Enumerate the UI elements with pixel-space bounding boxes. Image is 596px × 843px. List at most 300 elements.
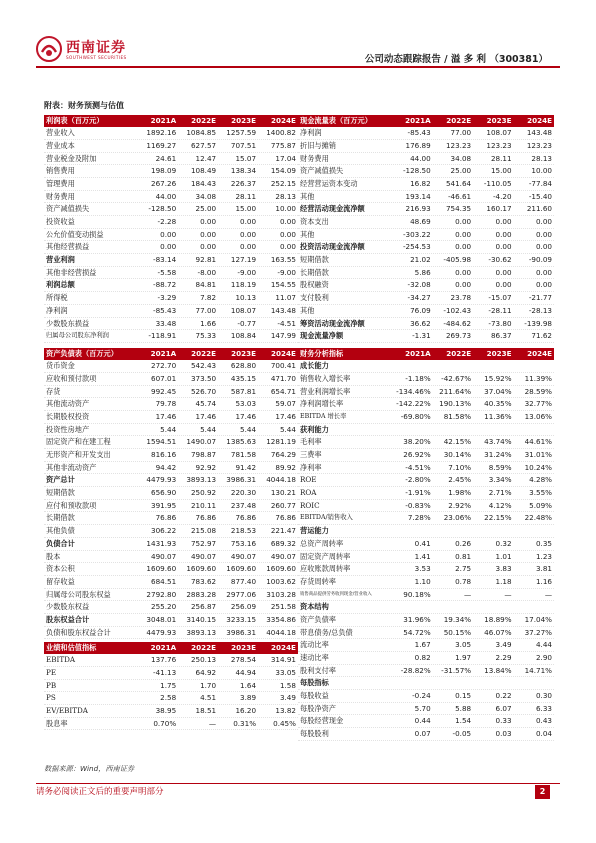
row-value: 754.35 xyxy=(445,204,472,214)
row-value: 13.84% xyxy=(484,665,512,675)
row-value: 76.86 xyxy=(235,513,257,523)
row-value: 15.00 xyxy=(235,204,257,214)
row-value: 490.07 xyxy=(230,551,257,561)
row-value: 15.00 xyxy=(490,166,512,176)
row-value: 3233.15 xyxy=(226,614,257,624)
row-label: 股东权益合计 xyxy=(46,614,90,624)
row-value: -134.46% xyxy=(396,386,431,396)
row-value: 1892.16 xyxy=(146,128,177,138)
row-value: 16.20 xyxy=(235,705,257,715)
table-row xyxy=(44,178,298,191)
row-value: 0.00 xyxy=(495,217,512,226)
row-value: 541.64 xyxy=(445,178,472,188)
row-label: 管理费用 xyxy=(46,178,75,188)
row-label: 其他非流动资产 xyxy=(46,462,97,472)
row-value: -69.80% xyxy=(400,411,431,421)
row-value: 75.33 xyxy=(195,331,217,341)
row-value: -90.09 xyxy=(528,255,552,265)
row-value: 2.71% xyxy=(488,488,512,498)
row-value: 255.20 xyxy=(151,602,177,612)
table-row xyxy=(298,639,554,652)
row-value: 123.23 xyxy=(486,140,512,150)
logo-text-en: SOUTHWEST SECURITIES xyxy=(66,55,127,60)
table-row xyxy=(44,576,298,589)
table-row xyxy=(44,127,298,140)
table-row xyxy=(298,279,554,292)
row-value: 3.34% xyxy=(488,475,512,485)
row-value: 190.13% xyxy=(439,399,472,409)
row-label: 公允价值变动损益 xyxy=(46,229,104,239)
row-label: 净利润 xyxy=(46,305,68,315)
row-value: 0.00 xyxy=(535,217,552,226)
row-value: 11.07 xyxy=(275,293,296,303)
row-value: 1.10 xyxy=(414,576,431,586)
year-header: 2024E xyxy=(271,349,296,358)
table-row xyxy=(44,436,298,449)
row-value: 1.75 xyxy=(160,680,177,690)
row-value: 269.73 xyxy=(445,331,472,341)
row-label: 经营活动现金流净额 xyxy=(300,204,365,214)
row-value: 0.07 xyxy=(414,729,431,739)
row-value: 1003.62 xyxy=(266,576,296,586)
row-value: 4.28% xyxy=(529,475,552,485)
row-label: 财务费用 xyxy=(300,153,329,163)
row-label: 固定资产周转率 xyxy=(300,551,351,561)
table-row xyxy=(44,267,298,280)
row-value: 221.47 xyxy=(270,526,296,536)
row-value: 77.00 xyxy=(450,128,472,138)
row-value: 10.24% xyxy=(524,462,552,472)
row-value: 3.05 xyxy=(455,640,472,650)
footer-disclaimer: 请务必阅读正文后的重要声明部分 xyxy=(36,787,164,797)
table-title: 资产负债表（百万元） xyxy=(46,349,118,358)
row-value: -128.50 xyxy=(148,204,177,214)
row-value: 108.07 xyxy=(230,305,257,315)
row-label: 财务费用 xyxy=(46,191,75,201)
table-row xyxy=(44,411,298,424)
row-value: 4479.93 xyxy=(146,475,177,485)
row-value: 31.24% xyxy=(484,450,512,459)
row-value: 211.60 xyxy=(526,204,552,214)
row-value xyxy=(473,360,513,372)
row-value: 5.86 xyxy=(414,267,431,277)
row-value: — xyxy=(504,589,512,599)
row-value xyxy=(433,525,473,537)
row-value: 992.45 xyxy=(151,386,177,396)
row-value: 33.48 xyxy=(155,318,177,328)
row-value: 3.83 xyxy=(495,564,512,574)
row-value: 0.00 xyxy=(455,229,472,239)
table-row xyxy=(298,411,554,424)
row-label: 总资产周转率 xyxy=(300,538,344,548)
row-value: 33.05 xyxy=(275,667,296,677)
table-row xyxy=(298,589,554,602)
row-value: -28.11 xyxy=(488,305,512,315)
cashflow-statement-table xyxy=(298,115,554,343)
row-value: 86.37 xyxy=(490,331,512,341)
row-label: 归属母公司股东净利润 xyxy=(46,332,109,340)
row-value: 89.92 xyxy=(275,462,296,472)
table-row xyxy=(44,424,298,437)
row-label: 带息债务/总负债 xyxy=(300,627,353,637)
row-label: 经营营运资本变动 xyxy=(300,178,358,188)
row-value: 0.22 xyxy=(495,691,512,701)
row-value: 211.64% xyxy=(439,386,472,396)
row-value: 816.16 xyxy=(151,450,177,459)
row-label: 流动比率 xyxy=(300,640,329,650)
row-value: 54.72% xyxy=(403,627,431,637)
row-value: 306.22 xyxy=(151,526,177,536)
row-value: 0.44 xyxy=(414,716,431,726)
row-label: 投资收益 xyxy=(46,217,75,226)
row-value: 0.00 xyxy=(495,267,512,277)
row-value: 656.90 xyxy=(151,488,177,498)
row-value: 42.15% xyxy=(443,437,472,447)
row-value: 0.00 xyxy=(535,267,552,277)
row-value: -42.67% xyxy=(441,373,472,383)
row-value: -484.62 xyxy=(443,318,472,328)
year-header: 2024E xyxy=(527,116,552,125)
row-value: 3354.86 xyxy=(266,614,296,624)
row-value: 0.00 xyxy=(279,229,296,239)
row-label: 股利支付率 xyxy=(300,665,336,675)
row-value: 76.86 xyxy=(195,513,217,523)
table-row xyxy=(44,525,298,538)
table-row xyxy=(298,436,554,449)
table-row xyxy=(44,718,298,731)
row-value: -118.91 xyxy=(148,331,177,341)
row-value: 0.35 xyxy=(535,538,552,548)
row-value: 16.82 xyxy=(410,178,431,188)
row-value: 26.92% xyxy=(403,450,431,459)
row-value: 684.51 xyxy=(151,576,177,586)
year-header: 2021A xyxy=(405,116,431,125)
row-value: 17.46 xyxy=(275,411,296,421)
table-row xyxy=(298,241,554,254)
table-title: 财务分析指标 xyxy=(300,349,344,358)
row-label: EV/EBITDA xyxy=(46,705,88,715)
row-value: -32.08 xyxy=(407,280,431,290)
row-value: 0.00 xyxy=(200,217,217,226)
row-label: 其他非经营损益 xyxy=(46,267,97,277)
year-header: 2021A xyxy=(150,116,177,125)
row-value: — xyxy=(544,589,552,599)
row-label: 筹资活动现金流净额 xyxy=(300,318,365,328)
row-label: 每股收益 xyxy=(300,691,329,701)
row-value: 0.00 xyxy=(240,242,257,252)
table-row xyxy=(298,178,554,191)
row-value: 4044.18 xyxy=(266,627,296,637)
row-value: 81.58% xyxy=(443,411,472,421)
row-value: 0.00 xyxy=(455,280,472,290)
row-value: 19.34% xyxy=(443,614,472,624)
row-label: EBITDA xyxy=(46,655,76,665)
row-label: 每股指标 xyxy=(300,678,329,688)
row-value: -142.22% xyxy=(396,399,431,409)
row-value: 38.20% xyxy=(403,437,431,447)
row-value: 3048.01 xyxy=(146,614,177,624)
row-label: 营业利润 xyxy=(46,255,75,265)
table-row xyxy=(298,627,554,640)
row-value: 2977.06 xyxy=(226,589,257,599)
row-value: 1609.60 xyxy=(186,564,217,574)
row-value: 18.51 xyxy=(195,705,217,715)
row-value: 28.13 xyxy=(275,191,296,201)
table-row xyxy=(44,373,298,386)
table-row xyxy=(44,500,298,513)
row-label: 净利润 xyxy=(300,128,322,138)
table-row xyxy=(298,318,554,331)
row-value: 435.15 xyxy=(230,373,257,383)
row-label: 应收账款周转率 xyxy=(300,564,351,574)
row-value: 138.34 xyxy=(230,166,257,176)
row-label: ROIC xyxy=(300,500,320,510)
row-value: 2.90 xyxy=(535,653,552,662)
row-label: 其他 xyxy=(300,305,315,315)
row-value: 59.07 xyxy=(275,399,296,409)
row-value: 11.39% xyxy=(524,373,552,383)
row-value: 689.32 xyxy=(270,538,296,548)
table-row xyxy=(44,512,298,525)
row-value: 278.54 xyxy=(230,655,257,665)
table-row xyxy=(44,279,298,292)
row-value: 12.47 xyxy=(195,153,217,163)
row-value: -34.27 xyxy=(407,293,431,303)
report-title: 公司动态跟踪报告 / 溢 多 利 （300381） xyxy=(364,54,548,65)
row-value xyxy=(473,525,513,537)
row-value: 1.01 xyxy=(495,551,512,561)
row-value: 1257.59 xyxy=(226,128,257,138)
table-row xyxy=(44,462,298,475)
row-value: 25.00 xyxy=(450,166,472,176)
row-value xyxy=(392,525,432,537)
row-value: 10.00 xyxy=(275,204,296,214)
year-header: 2021A xyxy=(150,349,177,358)
row-value: 23.06% xyxy=(443,513,472,523)
row-label: 其他负债 xyxy=(46,526,75,536)
row-value: 1.23 xyxy=(535,551,552,561)
row-label: 获利能力 xyxy=(300,424,329,434)
row-value: -21.77 xyxy=(528,293,552,303)
table-row xyxy=(298,487,554,500)
row-value: 11.36% xyxy=(484,411,512,421)
table-row xyxy=(44,203,298,216)
row-value: 31.96% xyxy=(403,614,431,624)
row-value: -28.82% xyxy=(400,665,431,675)
row-value: 775.87 xyxy=(270,140,296,150)
row-value xyxy=(433,424,473,436)
row-label: 资本结构 xyxy=(300,602,329,612)
row-value: 0.00 xyxy=(535,242,552,252)
row-label: 投资活动现金流净额 xyxy=(300,242,365,252)
row-label: 每股经营现金 xyxy=(300,716,344,726)
table-row xyxy=(44,140,298,153)
table-row xyxy=(298,665,554,678)
row-label: 资本支出 xyxy=(300,217,329,226)
row-value: 163.55 xyxy=(270,255,296,265)
row-value: 216.93 xyxy=(405,204,431,214)
table-row xyxy=(44,692,298,705)
year-header: 2024E xyxy=(527,349,552,358)
table-row xyxy=(44,254,298,267)
row-label: 三费率 xyxy=(300,450,322,459)
table-header xyxy=(44,348,298,360)
year-header: 2022E xyxy=(191,643,217,652)
row-value: 627.57 xyxy=(190,140,217,150)
row-value: 1.67 xyxy=(414,640,431,650)
table-row xyxy=(44,563,298,576)
row-value: 0.43 xyxy=(535,716,552,726)
row-label: 少数股东权益 xyxy=(46,602,90,612)
row-label: 每股股利 xyxy=(300,729,329,739)
row-value: 3.53 xyxy=(414,564,431,574)
row-value: 0.00 xyxy=(279,242,296,252)
year-header: 2023E xyxy=(486,349,512,358)
table-row xyxy=(298,254,554,267)
row-value: 252.15 xyxy=(270,178,296,188)
row-value: 781.58 xyxy=(230,450,257,459)
row-value: 1.64 xyxy=(240,680,257,690)
row-value: -5.58 xyxy=(157,267,177,277)
row-value: -128.50 xyxy=(402,166,431,176)
row-value: 3986.31 xyxy=(226,475,257,485)
row-value: 28.11 xyxy=(235,191,257,201)
row-value: 79.78 xyxy=(155,399,177,409)
table-row xyxy=(298,203,554,216)
row-label: 股权融资 xyxy=(300,280,329,290)
table-row xyxy=(298,538,554,551)
row-value: 0.00 xyxy=(455,267,472,277)
row-value xyxy=(514,677,554,689)
table-row xyxy=(298,715,554,728)
row-label: EBITDA/销售收入 xyxy=(300,514,353,522)
row-value: 44.00 xyxy=(410,153,431,163)
row-value: 3140.15 xyxy=(186,614,217,624)
row-value: 0.81 xyxy=(455,551,472,561)
row-value: -0.77 xyxy=(237,318,257,328)
row-value: 14.71% xyxy=(524,665,552,675)
row-value: 64.92 xyxy=(195,667,217,677)
row-value: 44.00 xyxy=(155,191,177,201)
row-value: 0.00 xyxy=(535,229,552,239)
row-value xyxy=(473,677,513,689)
row-value: 123.23 xyxy=(526,140,552,150)
row-label: 负债合计 xyxy=(46,538,75,548)
table-row xyxy=(44,680,298,693)
row-label: 利润总额 xyxy=(46,280,75,290)
row-value: 1281.19 xyxy=(266,437,296,447)
row-value: -85.43 xyxy=(152,305,177,315)
row-value: 877.40 xyxy=(230,576,257,586)
table-row xyxy=(44,318,298,331)
row-value: 0.00 xyxy=(455,217,472,226)
table-row xyxy=(298,360,554,373)
row-value: 37.04% xyxy=(484,386,512,396)
row-value: 147.99 xyxy=(270,331,296,341)
row-value: 30.14% xyxy=(443,450,472,459)
valuation-table xyxy=(44,642,298,730)
row-value: -0.05 xyxy=(452,729,472,739)
row-label: 存货周转率 xyxy=(300,576,336,586)
table-row xyxy=(44,386,298,399)
row-label: 资产负债率 xyxy=(300,614,336,624)
row-value: -15.07 xyxy=(488,293,512,303)
table-row xyxy=(298,449,554,462)
row-label: 货币资金 xyxy=(46,361,75,371)
row-label: PE xyxy=(46,667,57,677)
row-value: 193.14 xyxy=(405,191,431,201)
row-value xyxy=(433,360,473,372)
row-value: 13.82 xyxy=(275,705,296,715)
row-value: 8.59% xyxy=(488,462,512,472)
row-value: 1609.60 xyxy=(266,564,296,574)
year-header: 2023E xyxy=(231,643,257,652)
row-value: 0.00 xyxy=(495,280,512,290)
row-value: 753.16 xyxy=(230,538,257,548)
row-label: 资产总计 xyxy=(46,475,75,485)
row-value: -83.14 xyxy=(152,255,177,265)
table-row xyxy=(44,589,298,602)
row-value: 22.15% xyxy=(484,513,512,523)
table-row xyxy=(298,525,554,538)
row-value: 0.33 xyxy=(495,716,512,726)
row-value: 391.95 xyxy=(151,500,177,510)
table-row xyxy=(298,462,554,475)
row-value: 1.66 xyxy=(200,318,217,328)
row-value: 48.69 xyxy=(410,217,431,226)
row-value: 6.07 xyxy=(495,703,512,713)
row-value: 752.97 xyxy=(190,538,217,548)
row-value: -30.62 xyxy=(488,255,512,265)
row-label: 应付和预收款项 xyxy=(46,500,97,510)
row-value: 0.32 xyxy=(495,538,512,548)
row-value: 700.41 xyxy=(270,361,296,371)
row-value: 490.07 xyxy=(190,551,217,561)
row-value: 3103.28 xyxy=(266,589,296,599)
table-row xyxy=(298,267,554,280)
table-row xyxy=(298,551,554,564)
row-value: -2.80% xyxy=(405,475,431,485)
year-header: 2024E xyxy=(271,643,296,652)
row-value: 798.87 xyxy=(190,450,217,459)
row-label: 营业税金及附加 xyxy=(46,153,97,163)
row-value: 0.78 xyxy=(455,576,472,586)
table-header xyxy=(44,115,298,127)
table-row xyxy=(298,165,554,178)
row-value: 1.41 xyxy=(414,551,431,561)
row-value: 490.07 xyxy=(151,551,177,561)
table-row xyxy=(44,191,298,204)
row-value: 1594.51 xyxy=(146,437,177,447)
row-value: 5.09% xyxy=(529,500,552,510)
row-value: 0.00 xyxy=(455,242,472,252)
row-value: 34.08 xyxy=(450,153,472,163)
row-label: EBITDA 增长率 xyxy=(300,412,347,420)
footer-divider xyxy=(36,783,560,784)
table-row xyxy=(298,229,554,242)
row-value: 91.42 xyxy=(235,462,257,472)
row-label: 短期借款 xyxy=(46,488,75,498)
table-row xyxy=(298,601,554,614)
row-label: PS xyxy=(46,693,56,703)
row-value: 10.13 xyxy=(235,293,257,303)
row-value: 210.11 xyxy=(190,500,217,510)
row-value: -1.91% xyxy=(405,488,431,498)
year-header: 2023E xyxy=(231,116,257,125)
row-value: 13.06% xyxy=(524,411,552,421)
row-value: 3893.13 xyxy=(186,627,217,637)
table-row xyxy=(298,576,554,589)
